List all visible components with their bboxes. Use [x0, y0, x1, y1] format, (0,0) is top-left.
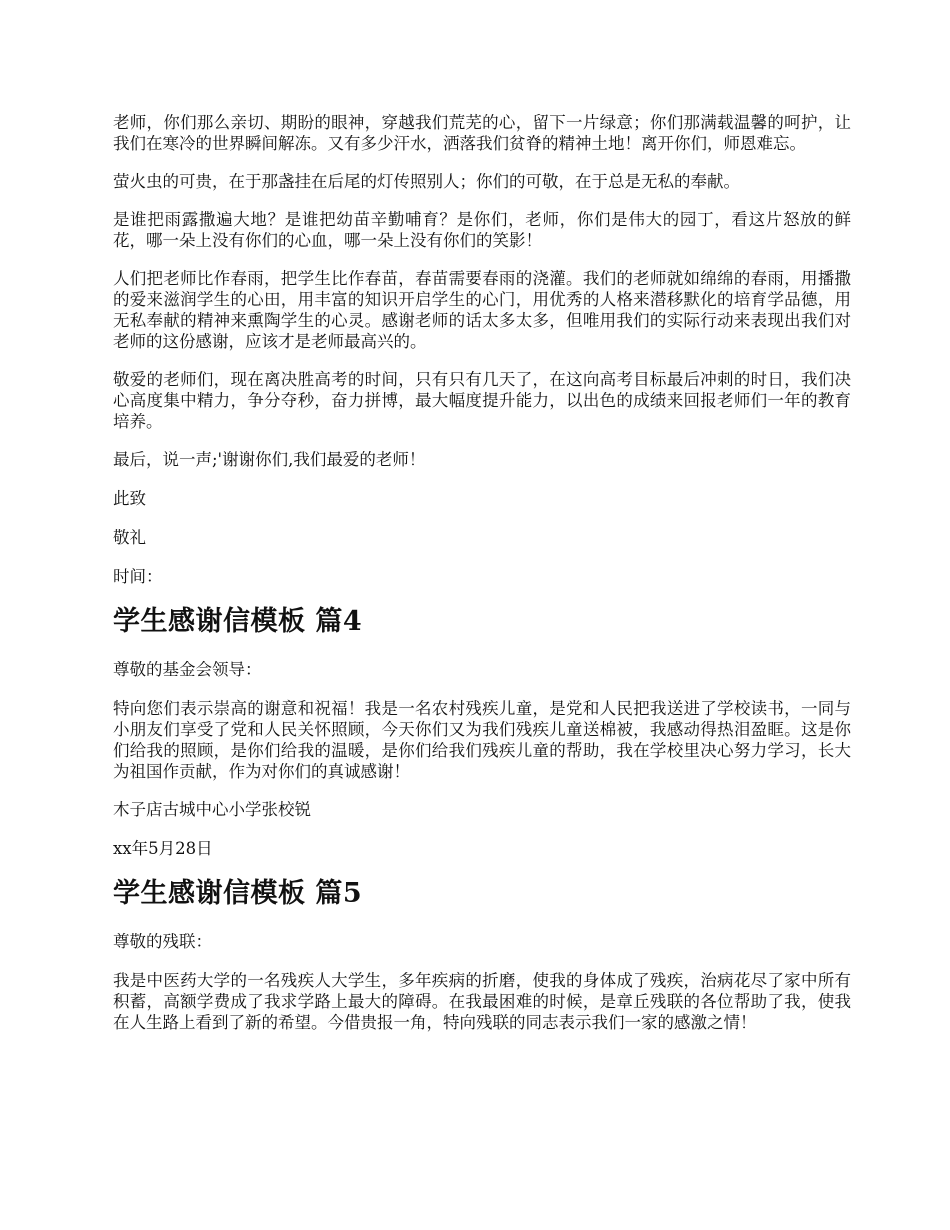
salutation-zhizhi: 此致 [113, 489, 146, 508]
paragraph: 人们把老师比作春雨，把学生比作春苗，春苗需要春雨的浇灌。我们的老师就如绵绵的春雨，用播撒的爱来滋润学生的心田，用丰富的知识开启学生的心门，用优秀的人格来潜移默化的培育学品德，用无私奉献的精神来熏陶学生的心灵。感谢老师的话太多太多，但唯用我们的实际行动来表现出我们对老师的这份感谢，应该才是老师最高兴的。 [113, 269, 851, 351]
paragraph: 敬爱的老师们，现在离决胜高考的时间，只有只有几天了，在这向高考目标最后冲刺的时日，我们决心高度集中精力，争分夺秒，奋力拼博，最大幅度提升能力，以出色的成绩来回报老师们一年的教育培养。 [113, 370, 851, 431]
greeting-4: 尊敬的基金会领导： [113, 660, 262, 679]
time-label: 时间： [113, 567, 163, 586]
closing-line: 最后，说一声;'谢谢你们,我们最爱的老师！ [113, 450, 426, 469]
section-heading-4: 学生感谢信模板 篇4 [113, 606, 363, 637]
document-page [113, 112, 851, 1050]
paragraph: 老师，你们那么亲切、期盼的眼神，穿越我们荒芜的心，留下一片绿意；你们那满载温馨的呵护，让我们在寒冷的世界瞬间解冻。又有多少汗水，洒落我们贫脊的精神土地！离开你们，师恩难忘。 [113, 113, 851, 153]
body-5: 我是中医药大学的一名残疾人大学生，多年疾病的折磨，使我的身体成了残疾，治病花尽了家中所有积蓄，高额学费成了我求学路上最大的障碍。在我最困难的时候，是章丘残联的各位帮助了我，使我在人生路上看到了新的希望。今借贵报一角，特向残联的同志表示我们一家的感激之情！ [113, 971, 851, 1032]
body-4: 特向您们表示崇高的谢意和祝福！我是一名农村残疾儿童，是党和人民把我送进了学校读书，一同与小朋友们享受了党和人民关怀照顾，今天你们又为我们残疾儿童送棉被，我感动得热泪盈眶。这是你们给我的照顾，是你们给我的温暖，是你们给我们残疾儿童的帮助，我在学校里决心努力学习，长大为祖国作贡献，作为对你们的真诚感谢！ [113, 699, 851, 781]
greeting-5: 尊敬的残联： [113, 932, 212, 951]
paragraph: 是谁把雨露撒遍大地？是谁把幼苗辛勤哺育？是你们，老师，你们是伟大的园丁，看这片怒放的鲜花，哪一朵上没有你们的心血，哪一朵上没有你们的笑影！ [113, 210, 851, 250]
paragraph: 萤火虫的可贵，在于那盏挂在后尾的灯传照别人；你们的可敬，在于总是无私的奉献。 [113, 172, 740, 191]
salutation-jingli: 敬礼 [113, 528, 146, 547]
section-heading-5: 学生感谢信模板 篇5 [113, 878, 363, 909]
signature-4: 木子店古城中心小学张校锐 [113, 800, 311, 819]
date-4: xx年5月28日 [113, 839, 213, 858]
